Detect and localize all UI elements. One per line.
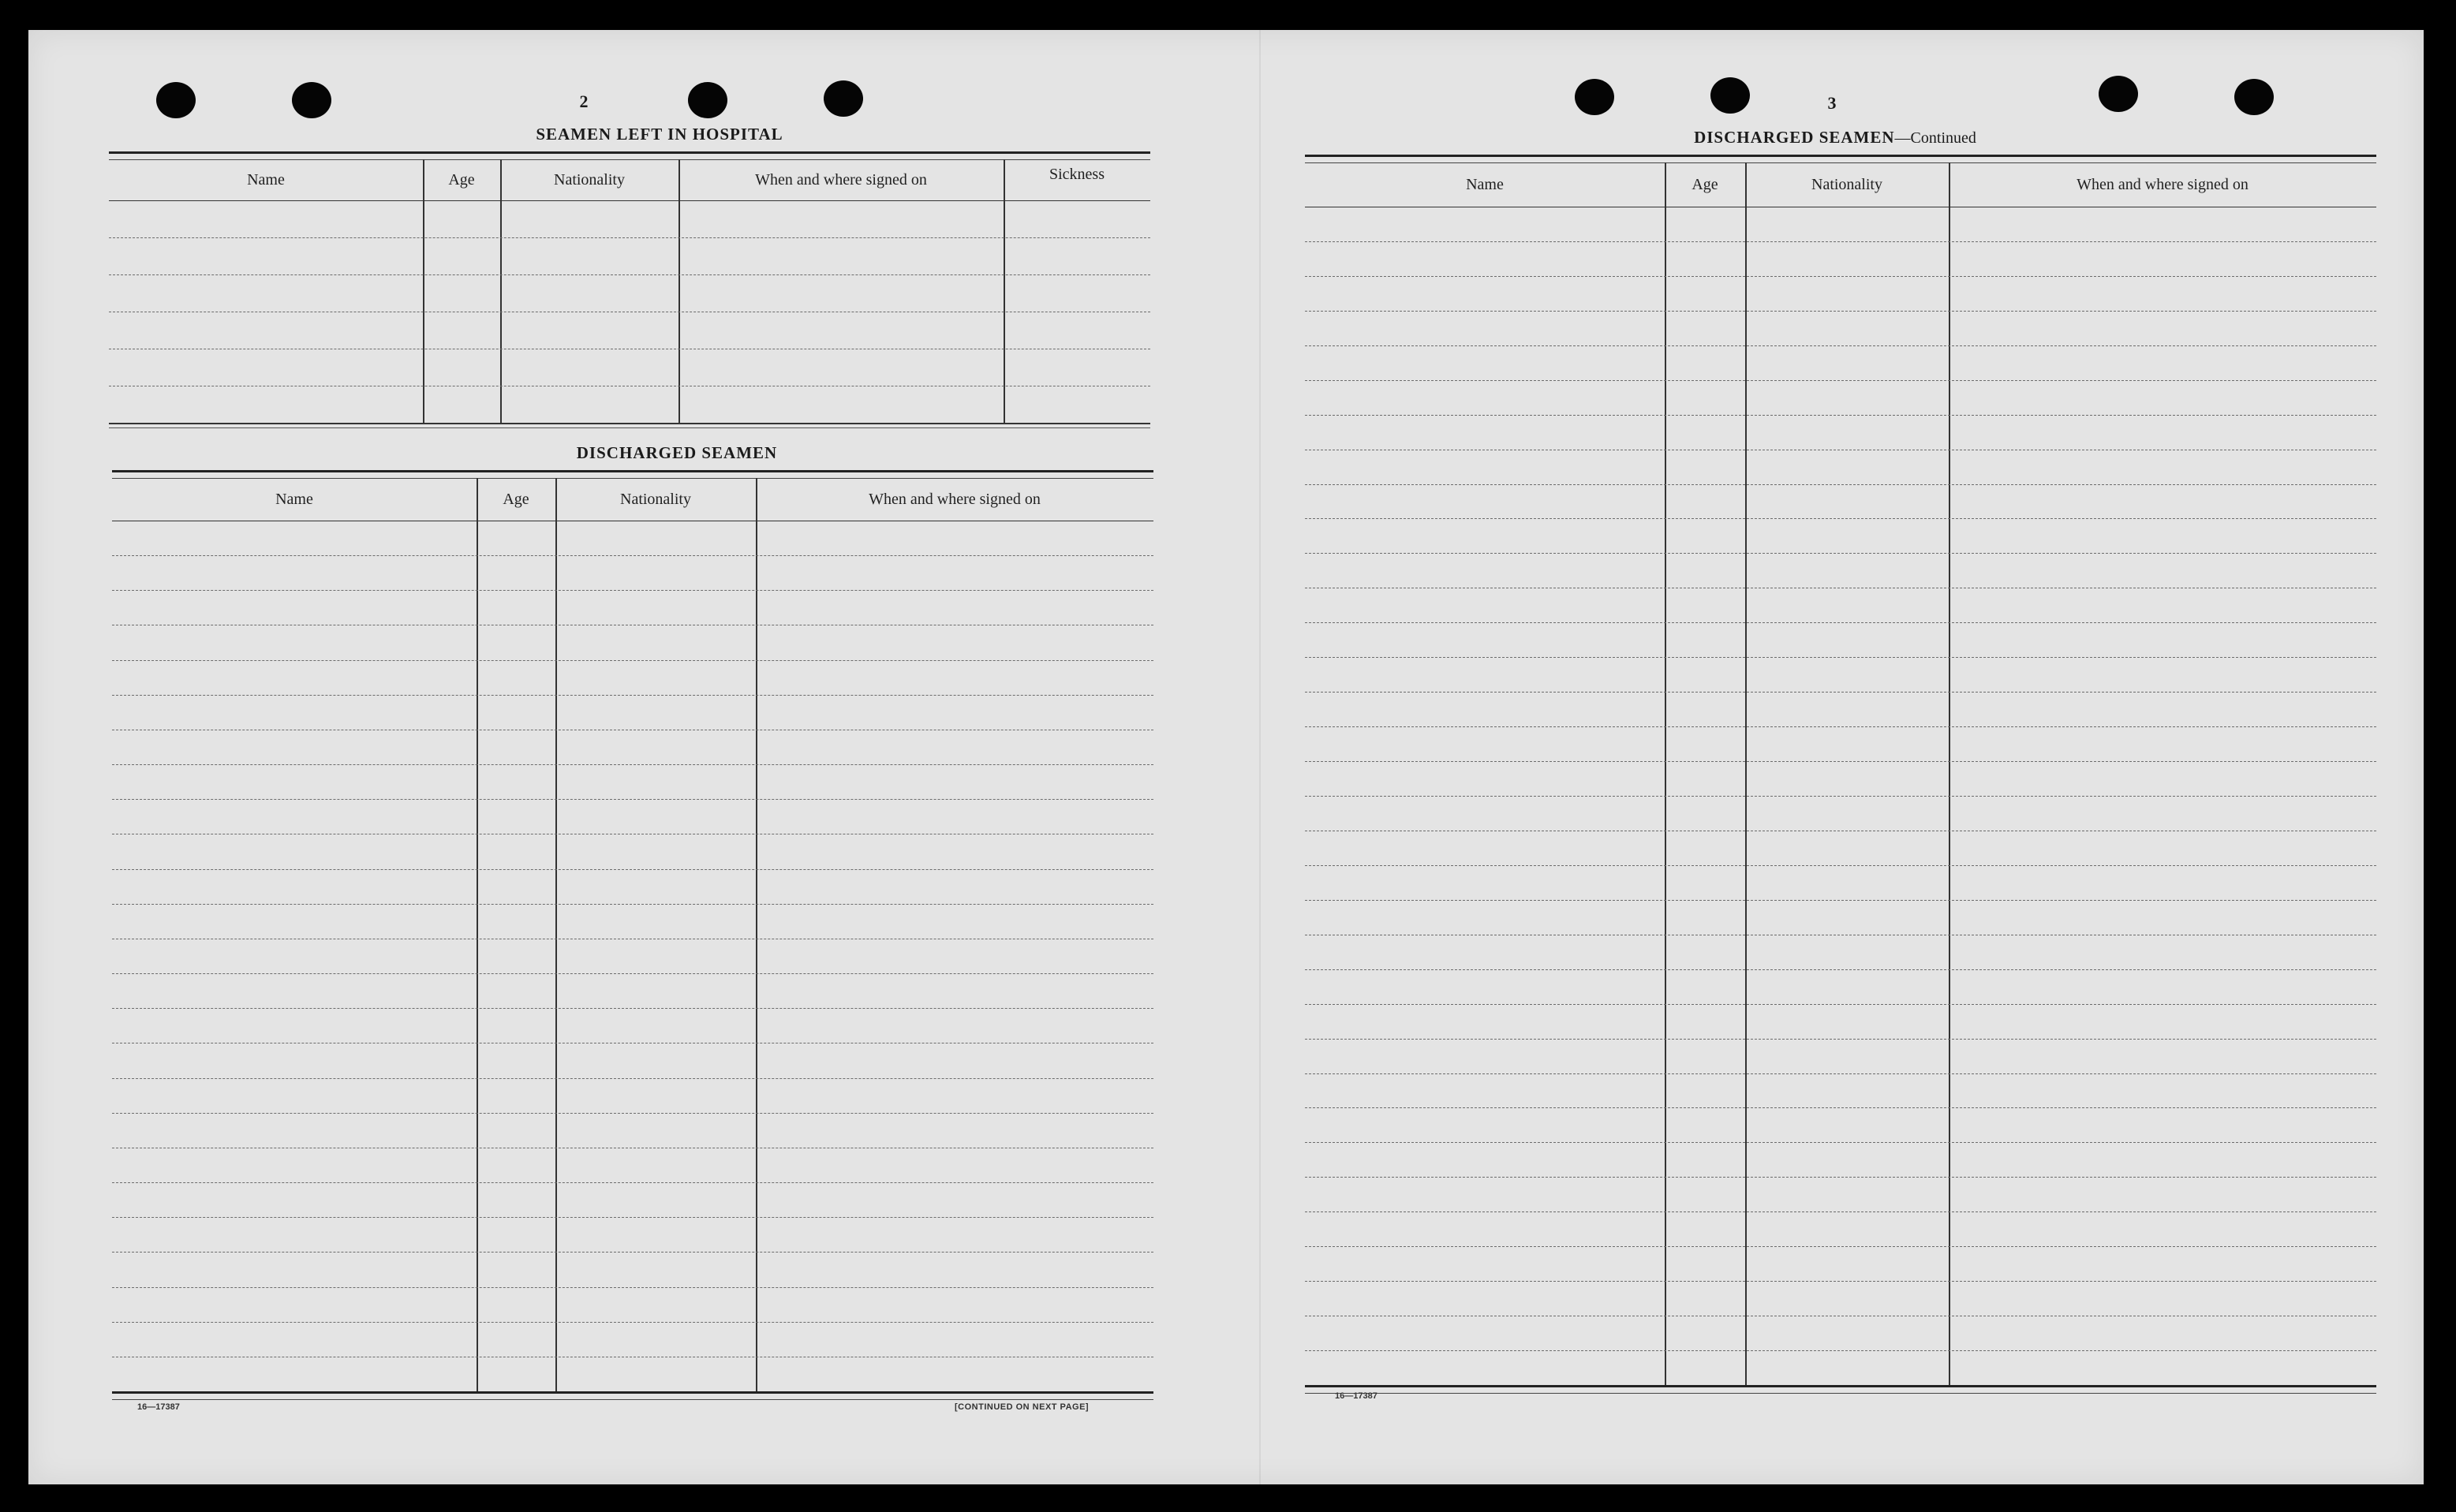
column-header-name: Name	[1466, 175, 1504, 193]
table-row-line	[112, 1113, 1153, 1114]
table-row-line	[112, 555, 1153, 556]
table-row-line	[112, 869, 1153, 870]
table-row-line	[112, 660, 1153, 661]
discharged-table	[112, 470, 1153, 1417]
column-header-nationality: Nationality	[554, 170, 625, 189]
discharged-continued-table	[1305, 155, 2376, 1417]
table-row-line	[112, 695, 1153, 696]
table-row-line	[1305, 692, 2376, 693]
table-row-line	[1305, 241, 2376, 242]
punch-hole	[1710, 77, 1750, 114]
table-bottom-rule	[1305, 1385, 2376, 1394]
table-row-line	[1305, 657, 2376, 658]
column-header-signed-on: When and where signed on	[2077, 175, 2249, 193]
column-header-name: Name	[275, 490, 313, 508]
table-row-line	[112, 1078, 1153, 1079]
punch-hole	[2099, 76, 2138, 112]
table-row-line	[1305, 969, 2376, 970]
table-header-row	[112, 478, 1153, 521]
punch-hole	[292, 82, 331, 118]
table-row-line	[1305, 484, 2376, 485]
table-row-line	[112, 904, 1153, 905]
table-row-line	[1305, 1004, 2376, 1005]
table-row-line	[112, 1287, 1153, 1288]
table-header-row	[109, 159, 1150, 201]
column-header-age: Age	[448, 170, 475, 189]
form-code: 16—17387	[1335, 1391, 1378, 1401]
column-header-age: Age	[1692, 175, 1718, 193]
table-row-line	[1305, 518, 2376, 519]
page-fold	[1259, 30, 1261, 1484]
column-divider	[423, 159, 424, 423]
table-row-line	[1305, 1142, 2376, 1143]
column-header-signed-on: When and where signed on	[869, 490, 1041, 508]
table-row-line	[1305, 415, 2376, 416]
table-row-line	[112, 764, 1153, 765]
table-row-line	[1305, 1211, 2376, 1212]
column-divider	[1004, 159, 1005, 423]
punch-hole	[1575, 79, 1614, 115]
continued-note: [CONTINUED ON NEXT PAGE]	[955, 1402, 1090, 1412]
table-row-line	[109, 274, 1150, 275]
table-row-line	[112, 1322, 1153, 1323]
column-header-signed-on: When and where signed on	[755, 170, 927, 189]
title-main: DISCHARGED SEAMEN	[1694, 128, 1895, 147]
table-row-line	[112, 1182, 1153, 1183]
punch-hole	[2234, 79, 2274, 115]
column-header-sickness: Sickness	[1049, 166, 1105, 183]
table-row-line	[1305, 311, 2376, 312]
column-divider	[500, 159, 502, 423]
column-divider	[756, 478, 757, 1391]
column-divider	[555, 478, 557, 1391]
discharged-continued-title	[1630, 128, 2040, 147]
column-header-age: Age	[503, 490, 529, 508]
table-row-line	[1305, 1039, 2376, 1040]
table-row-line	[1305, 622, 2376, 623]
table-row-line	[1305, 1246, 2376, 1247]
right-page-number: 3	[1827, 93, 1837, 113]
title-suffix: —Continued	[1894, 129, 1976, 147]
column-header-nationality: Nationality	[1811, 175, 1882, 193]
scanned-document-sheet	[28, 30, 2424, 1484]
punch-hole	[156, 82, 196, 118]
table-row-line	[1305, 900, 2376, 901]
table-row-line	[1305, 380, 2376, 381]
table-row-line	[112, 799, 1153, 800]
table-row-line	[112, 1217, 1153, 1218]
table-row-line	[112, 973, 1153, 974]
table-row-line	[1305, 865, 2376, 866]
form-code: 16—17387	[137, 1402, 180, 1412]
table-row-line	[1305, 1177, 2376, 1178]
table-row-line	[1305, 553, 2376, 554]
hospital-table	[109, 151, 1150, 451]
table-row-line	[1305, 761, 2376, 762]
table-row-line	[112, 1252, 1153, 1253]
column-header-name: Name	[247, 170, 285, 189]
table-row-line	[1305, 1073, 2376, 1074]
table-row-line	[1305, 726, 2376, 727]
table-bottom-rule	[109, 423, 1150, 428]
left-page-number: 2	[579, 91, 589, 111]
hospital-section-title: SEAMEN LEFT IN HOSPITAL	[536, 125, 783, 144]
table-row-line	[112, 590, 1153, 591]
discharged-section-title: DISCHARGED SEAMEN	[576, 443, 778, 462]
column-divider	[678, 159, 680, 423]
punch-hole	[824, 80, 863, 117]
table-row-line	[1305, 1281, 2376, 1282]
table-row-line	[1305, 276, 2376, 277]
table-row-line	[109, 237, 1150, 238]
column-header-nationality: Nationality	[620, 490, 691, 508]
table-row-line	[1305, 345, 2376, 346]
table-row-line	[1305, 1350, 2376, 1351]
table-header-row	[1305, 162, 2376, 207]
punch-hole	[688, 82, 727, 118]
table-bottom-rule	[112, 1391, 1153, 1400]
table-row-line	[1305, 1107, 2376, 1108]
column-divider	[477, 478, 478, 1391]
table-row-line	[1305, 796, 2376, 797]
table-row-line	[112, 1008, 1153, 1009]
